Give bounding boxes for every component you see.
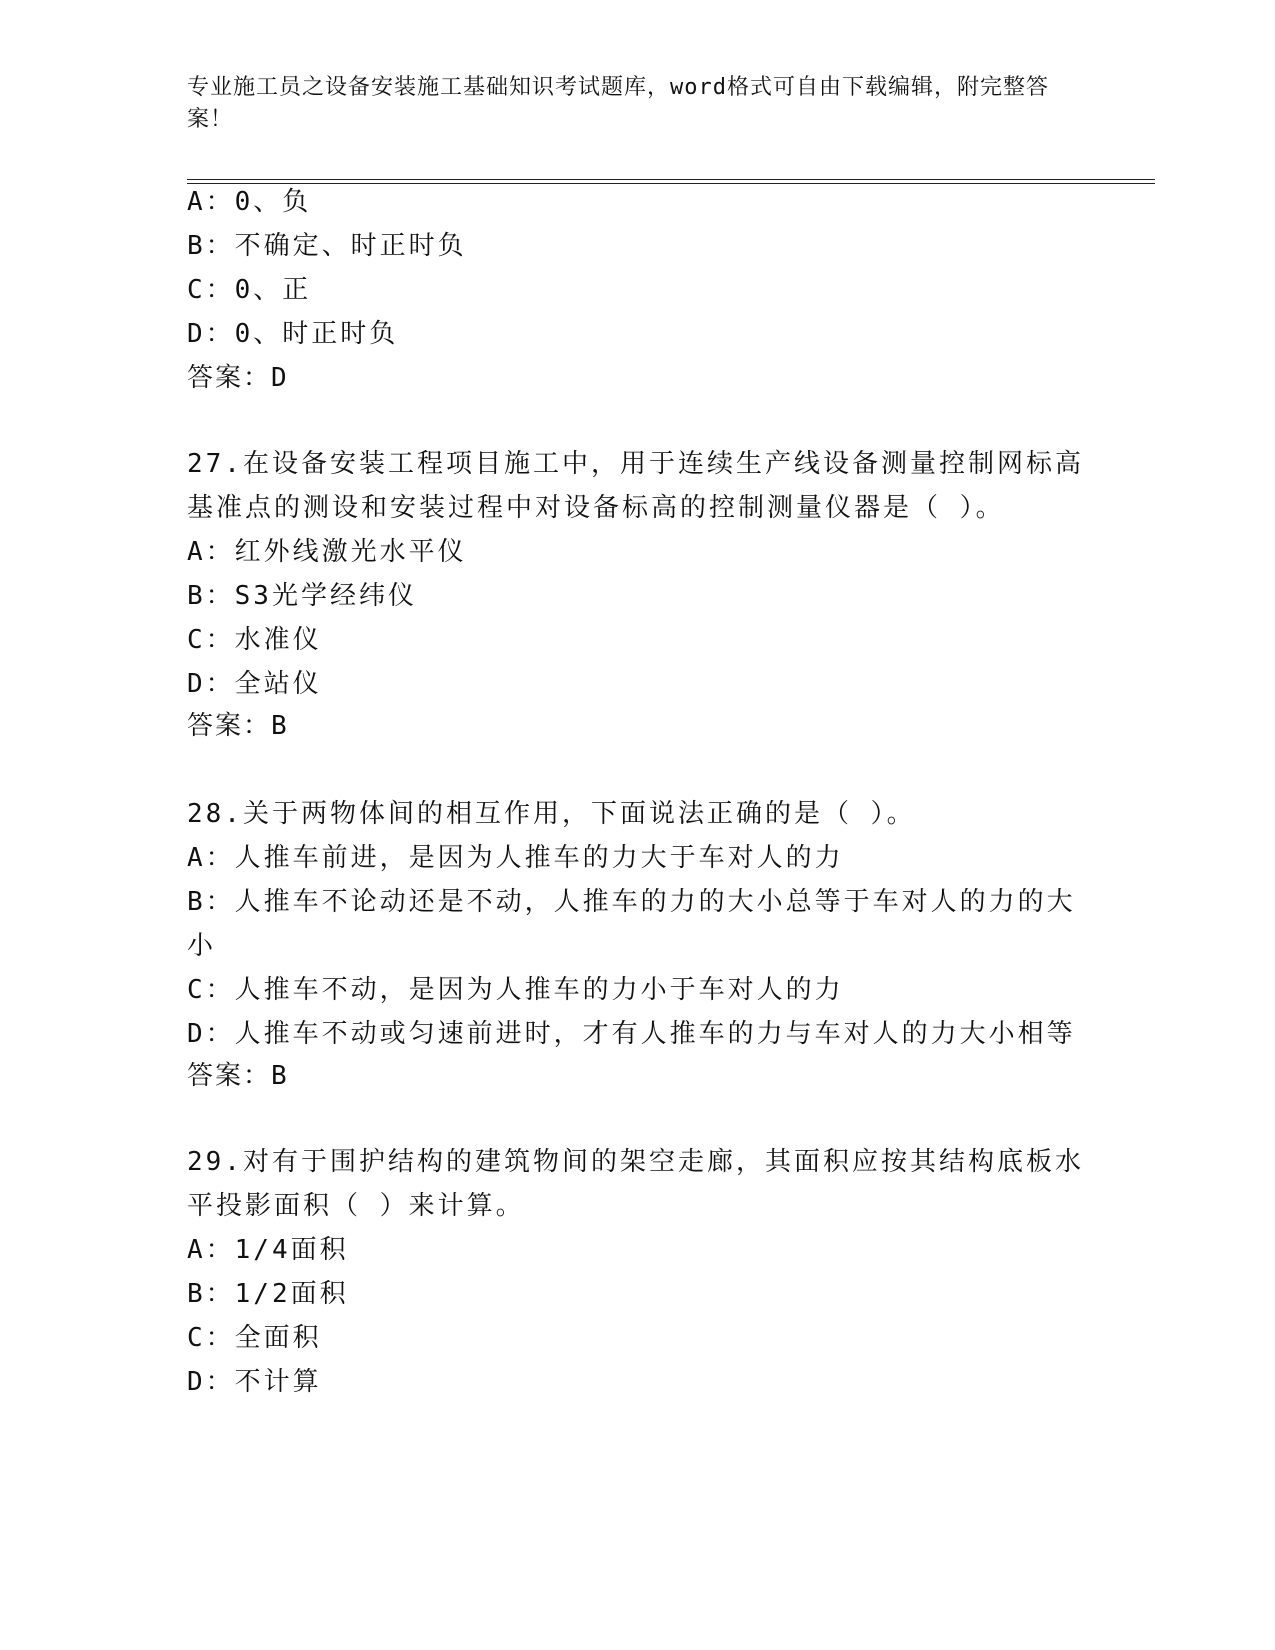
header-divider-top (187, 179, 1155, 180)
q29-stem-line-1: 29.对有于围护结构的建筑物间的架空走廊，其面积应按其结构底板水 (187, 1147, 1084, 1177)
q29-option-d: D：不计算 (187, 1367, 322, 1397)
q28-option-b-line-2: 小 (187, 931, 217, 961)
q28-option-a: A：人推车前进，是因为人推车的力大于车对人的力 (187, 843, 844, 873)
q29-option-a: A：1/4面积 (187, 1235, 349, 1265)
q28-stem: 28.关于两物体间的相互作用，下面说法正确的是（ ）。 (187, 799, 916, 829)
q29-stem-line-2: 平投影面积（ ）来计算。 (187, 1191, 525, 1221)
q29-option-b: B：1/2面积 (187, 1279, 349, 1309)
q27-option-b: B：S3光学经纬仪 (187, 581, 417, 611)
q26-option-b: B：不确定、时正时负 (187, 231, 467, 261)
q28-option-c: C：人推车不动，是因为人推车的力小于车对人的力 (187, 975, 844, 1005)
document-header: 专业施工员之设备安装施工基础知识考试题库，word格式可自由下载编辑，附完整答案！ (187, 75, 1049, 132)
q26-answer: 答案：D (187, 363, 289, 393)
q27-option-d: D：全站仪 (187, 669, 322, 699)
q27-answer: 答案：B (187, 711, 289, 741)
q28-option-d: D：人推车不动或匀速前进时，才有人推车的力与车对人的力大小相等 (187, 1019, 1076, 1049)
q27-stem-line-2: 基准点的测设和安装过程中对设备标高的控制测量仪器是（ ）。 (187, 493, 1005, 523)
q27-option-c: C：水准仪 (187, 625, 322, 655)
q26-option-c: C：0、正 (187, 275, 312, 305)
q26-option-d: D：0、时正时负 (187, 319, 399, 349)
q28-option-b-line-1: B：人推车不论动还是不动，人推车的力的大小总等于车对人的力的大 (187, 887, 1076, 917)
q29-option-c: C：全面积 (187, 1323, 322, 1353)
q27-option-a: A：红外线激光水平仪 (187, 537, 467, 567)
header-divider-bottom (187, 183, 1155, 184)
q26-option-a: A：0、负 (187, 187, 312, 217)
q27-stem-line-1: 27.在设备安装工程项目施工中，用于连续生产线设备测量控制网标高 (187, 449, 1084, 479)
q28-answer: 答案：B (187, 1061, 289, 1091)
